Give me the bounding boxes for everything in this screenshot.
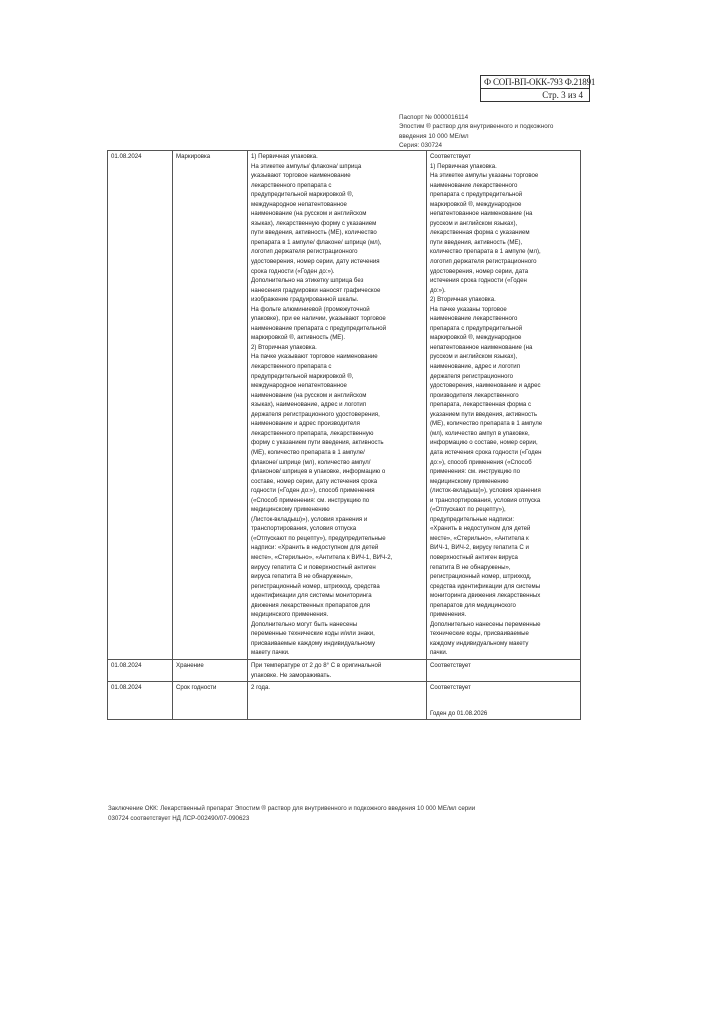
text-line: движения лекарственных препаратов для (251, 601, 371, 609)
text-line: непатентованное наименование (на (430, 210, 533, 218)
qc-conclusion (108, 804, 578, 823)
product-name-line2: введения 10 000 МЕ/мл (399, 132, 469, 140)
text-line: пути введения, активность (МЕ), количество (251, 229, 377, 237)
text-line: срока годности («Годен до:»). (251, 267, 335, 275)
text-line: указывают торговое наименование (251, 172, 351, 180)
text-line: («Отпускают по рецепту»), (430, 506, 506, 514)
text-line: флаконе/ шприце (мл), количество ампул/ (251, 458, 371, 466)
text-line: Дополнительно нанесены переменные (430, 620, 541, 628)
text-line: языках), лекарственную форму с указанием (251, 219, 377, 227)
table-row-shelf-life (108, 682, 581, 720)
text-line: флаконов/ шприцев в упаковке, информацию о (251, 468, 386, 476)
text-line: («Отпускают по рецепту»), предупредительные (251, 534, 386, 542)
quality-control-table (107, 150, 581, 720)
text-line: лекарственного препарата с (251, 181, 332, 189)
text-line: (листок-вкладыш)»), условия хранения (430, 487, 541, 495)
document-code-box (480, 75, 596, 102)
text-line: 2) Вторичная упаковка. (430, 296, 496, 304)
text-line: переменные технические коды и/или знаки, (251, 630, 375, 638)
text-line: Дополнительно на этикетку шприца без (251, 277, 364, 285)
text-line: лекарственного препарата с (251, 363, 332, 371)
text-line: удостоверения, номер серии, дату истечения (251, 258, 380, 266)
text-line: логотип держателя регистрационного (251, 248, 358, 256)
text-line: регистрационный номер, штрихкод, средства (251, 582, 380, 590)
text-line: препарата с предупредительной (430, 324, 523, 332)
row-result (427, 151, 581, 660)
text-line: Дополнительно могут быть нанесены (251, 620, 358, 628)
text-line: препарата, лекарственная форма с (430, 401, 532, 409)
text-line: препарата в 1 ампуле/ флаконе/ шприце (мл), (251, 238, 382, 246)
text-line: маркировкой ®, активность (МЕ). (251, 334, 346, 342)
text-line: 2) Вторичная упаковка. (251, 343, 317, 351)
text-line: препарата с предупредительной (430, 191, 523, 199)
text-line: наименование и адрес производителя (251, 420, 360, 428)
text-line: годности («Годен до:»), способ применения (251, 487, 375, 495)
row-date: 01.08.2024 (108, 682, 173, 720)
text-line: На этикетке ампулы указаны торговое (430, 172, 539, 180)
text-line: маркировкой ®, международное (430, 200, 522, 208)
text-line: международное непатентованное (251, 382, 347, 390)
text-line: до:»), способ применения («Способ (430, 458, 532, 466)
text-line: месте», «Стерильно», «Антитела к ВИЧ-1, ВИЧ-2, (251, 553, 393, 561)
text-line: Соответствует (430, 661, 471, 669)
text-line: логотип держателя регистрационного (430, 258, 537, 266)
text-line: и транспортирования, условия отпуска (430, 496, 541, 504)
text-line: гепатита В не обнаружены», (430, 563, 511, 571)
text-line: (МЕ), количество препарата в 1 ампуле (430, 420, 543, 428)
passport-number: Паспорт № 0000016114 (399, 114, 469, 121)
text-line: каждому индивидуальному макету (430, 639, 529, 647)
text-line: нанесения градуировки наносят графическое (251, 286, 381, 294)
text-line: лекарственного препарата, лекарственную (251, 429, 374, 437)
text-line: 1) Первичная упаковка. (430, 162, 497, 170)
text-line: составе, номер серии, дату истечения срока (251, 477, 378, 485)
text-line: изображение градуированной шкалы. (251, 296, 359, 304)
row-indicator: Маркировка (173, 151, 248, 660)
text-line: пути введения, активность (МЕ), (430, 238, 523, 246)
text-line: медицинского применения. (251, 611, 329, 619)
text-line: упаковке), при ее наличии, указывают торговое (251, 315, 386, 323)
text-line: количество препарата в 1 ампуле (мл), (430, 248, 541, 256)
text-line: регистрационный номер, штрихкод, (430, 573, 532, 581)
text-line: надписи: «Хранить в недоступном для детей (251, 544, 379, 552)
text-line: мониторинга движения лекарственных (430, 592, 541, 600)
row-result (427, 682, 581, 720)
row-indicator: Хранение (173, 659, 248, 681)
text-line: держателя регистрационного (430, 372, 514, 380)
text-line: На фольге алюминиевой (промежуточной (251, 305, 370, 313)
text-line: «Хранить в недоступном для детей (430, 525, 531, 533)
text-line: макету пачки. (251, 649, 290, 657)
document-code: Ф СОП-ВП-ОКК-793 Ф.21891 (481, 76, 589, 89)
row-date: 01.08.2024 (108, 151, 173, 660)
text-line: медицинскому применению (251, 506, 330, 514)
text-line: средства идентификации для системы (430, 582, 541, 590)
text-line: На этикетке ампулы/ флакона/ шприца (251, 162, 362, 170)
text-line: удостоверения, номер серии, дата (430, 267, 529, 275)
row-requirement (248, 659, 427, 681)
text-line: идентификации для системы мониторинга (251, 592, 372, 600)
text-line: предупредительные надписи: (430, 515, 515, 523)
text-line: месте», «Стерильно», «Антитела к (430, 534, 529, 542)
text-line: удостоверения, наименование и адрес (430, 382, 541, 390)
result-line: Соответствует (430, 684, 471, 692)
text-line: На пачке указывают торговое наименование (251, 353, 378, 361)
passport-meta (399, 113, 553, 151)
text-line: русском и английском языках), (430, 353, 518, 361)
text-line: наименование препарата с предупредительной (251, 324, 387, 332)
row-date: 01.08.2024 (108, 659, 173, 681)
text-line: лекарственная форма с указанием (430, 229, 530, 237)
table-row-marking (108, 151, 581, 660)
table-row-storage (108, 659, 581, 681)
text-line: наименование (на русском и английском (251, 391, 367, 399)
text-line: упаковке. Не замораживать. (251, 671, 332, 679)
text-line: медицинскому применению (430, 477, 509, 485)
text-line: форму с указанием пути введения, активность (251, 439, 384, 447)
series-number: Серия: 030724 (399, 142, 442, 150)
text-line: поверхностный антиген вируса (430, 553, 518, 561)
text-line: ВИЧ-1, ВИЧ-2, вирусу гепатита С и (430, 544, 529, 552)
text-line: На пачке указаны торговое (430, 305, 507, 313)
page-number: Стр. 3 из 4 (542, 90, 583, 100)
text-line: истечения срока годности («Годен (430, 277, 527, 285)
conclusion-line1: Заключение ОКК: Лекарственный препарат Эпостим ® раствор для внутривенного и подкожного введения 10 000 МЕ/мл серии (108, 805, 476, 812)
text-line: дата истечения срока годности («Годен (430, 448, 542, 456)
text-line: наименование лекарственного (430, 181, 518, 189)
row-requirement (248, 682, 427, 720)
text-line: применения: см. инструкцию по (430, 468, 520, 476)
text-line: наименование (на русском и английском (251, 210, 367, 218)
text-line: международное непатентованное (251, 200, 347, 208)
text-line: технические коды, присваиваемые (430, 630, 529, 638)
text-line: присваиваемые каждому индивидуальному (251, 639, 375, 647)
text-line: применения. (430, 611, 467, 619)
text-line: (мл), количество ампул в упаковке, (430, 429, 530, 437)
valid-until: Годен до 01.08.2026 (430, 709, 488, 717)
text-line: производителя лекарственного (430, 391, 519, 399)
text-line: русском и английском языках), (430, 219, 518, 227)
text-line: маркировкой ®, международное (430, 334, 522, 342)
row-result (427, 659, 581, 681)
text-line: Соответствует (430, 153, 471, 160)
text-line: пачки. (430, 649, 448, 657)
text-line: препаратов для медицинского (430, 601, 516, 609)
row-requirement (248, 151, 427, 660)
text-line: («Способ применения: см. инструкцию по (251, 496, 370, 504)
text-line: держателя регистрационного удостоверения, (251, 410, 380, 418)
conclusion-line2: 030724 соответствует НД ЛСР-002490/07-090623 (108, 814, 250, 822)
text-line: 2 года. (251, 684, 271, 692)
product-name-line1: Эпостим ® раствор для внутривенного и подкожного (399, 123, 554, 131)
text-line: вируса гепатита В не обнаружены», (251, 573, 353, 581)
text-line: языках), наименование, адрес и логотип (251, 401, 367, 409)
row-indicator: Срок годности (173, 682, 248, 720)
text-line: до:»). (430, 286, 446, 294)
text-line: транспортирования, условия отпуска (251, 525, 357, 533)
text-line: непатентованное наименование (на (430, 343, 533, 351)
text-line: предупредительной маркировкой ®, (251, 191, 354, 199)
text-line: вирусу гепатита С и поверхностный антиген (251, 563, 376, 571)
text-line: (МЕ), количество препарата в 1 ампуле/ (251, 448, 365, 456)
text-line: наименование, адрес и логотип (430, 363, 521, 371)
text-line: наименование лекарственного (430, 315, 518, 323)
text-line: (Листок-вкладыш)»), условия хранения и (251, 515, 368, 523)
text-line: При температуре от 2 до 8° С в оригинальной (251, 661, 382, 669)
text-line: 1) Первичная упаковка. (251, 153, 318, 160)
text-line: информацию о составе, номер серии, (430, 439, 538, 447)
text-line: указанием пути введения, активность (430, 410, 538, 418)
text-line: предупредительной маркировкой ®, (251, 372, 354, 380)
